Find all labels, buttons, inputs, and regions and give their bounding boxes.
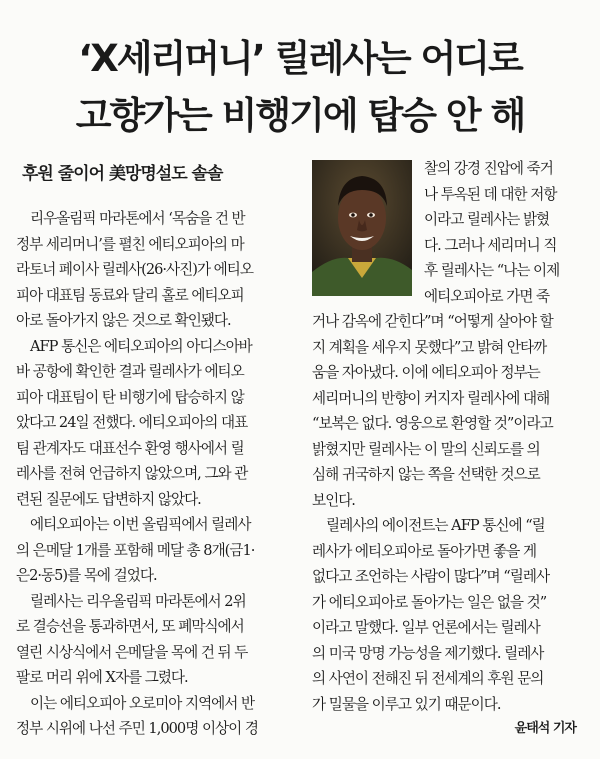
article-line: 레사를 전혀 언급하지 않았으며, 그와 관 [16,465,248,482]
article-line: 보인다. [312,491,355,509]
right-column [312,309,588,717]
article-line: 밝혔지만 릴레사는 이 말의 신뢰도를 의 [312,440,540,458]
article-line: 다. 그러나 세리머니 직 [424,236,557,254]
article-line: 아로 돌아가지 않은 것으로 확인됐다. [16,312,231,329]
article-line: 의 은메달 1개를 포함해 메달 총 8개(금1· [16,541,255,559]
article-line: 의 사연이 전해진 뒤 전세계의 후원 문의 [312,670,544,687]
athlete-photo [312,160,412,296]
article-line: 릴레사의 에이전트는 AFP 통신에 “릴 [326,517,545,534]
article-line: 의 미국 망명 가능성을 제기했다. 릴레사 [312,644,544,662]
article-line: 피아 대표팀이 탄 비행기에 탑승하지 않 [16,388,244,406]
article-line: 가 밀물을 이루고 있기 때문이다. [312,695,501,713]
article-line: “보복은 없다. 영웅으로 환영할 것”이라고 [312,415,553,432]
right-column-top [424,156,586,309]
article-line: 이는 에티오피아 오로미아 지역에서 반 [30,694,255,712]
article-line: 릴레사는 리우올림픽 마라톤에서 2위 [30,592,246,610]
article-line: 로 결승선을 통과하면서, 또 폐막식에서 [16,618,244,635]
article-line: 없다고 조언하는 사람이 많다”며 “릴레사 [312,568,550,585]
article-line: 정부 시위에 나선 주민 1,000명 이상이 경 [16,720,258,737]
article-line: 정부 세리머니’를 펼친 에티오피아의 마 [16,235,244,253]
article-line: 이라고 릴레사는 밝혔 [424,211,550,228]
article-line: 세리머니의 반향이 커지자 릴레사에 대해 [312,389,550,407]
article-line: 리우올림픽 마라톤에서 ‘목숨을 건 반 [30,210,245,227]
headline-line-1: ‘X세리머니’ 릴레사는 어디로 [78,37,522,80]
article-line: 찰의 강경 진압에 죽거 [424,160,553,177]
headline-line-2: 고향가는 비행기에 탑승 안 해 [75,94,525,137]
article-line: 움을 자아냈다. 이에 에티오피아 정부는 [312,364,540,381]
article-line: 열린 시상식에서 은메달을 목에 건 뒤 두 [16,643,248,661]
article-line: AFP 통신은 에티오피아의 아디스아바 [30,337,252,355]
byline: 윤태석 기자 [514,721,576,736]
article-line: 았다고 24일 전했다. 에티오피아의 대표 [16,414,248,431]
article-line: 팔로 머리 위에 X자를 그렸다. [16,669,188,686]
article-line: 거나 감옥에 갇힌다”며 “어떻게 살아야 할 [312,313,553,330]
article-line: 라토너 페이사 릴레사(26·사진)가 에티오 [16,261,253,278]
article-line: 나 투옥된 데 대한 저항 [424,185,557,203]
article-line: 바 공항에 확인한 결과 릴레사가 에티오 [16,363,244,380]
article-line: 에티오피아는 이번 올림픽에서 릴레사 [30,516,251,533]
subtitle: 후원 줄이어 美망명설도 솔솔 [22,164,223,184]
article-line: 가 에티오피아로 돌아가는 일은 없을 것” [312,593,547,611]
article-line: 레사가 에티오피아로 돌아가면 좋을 게 [312,542,537,560]
article-line: 련된 질문에도 답변하지 않았다. [16,490,201,508]
article-line: 팀 관계자도 대표선수 환영 행사에서 릴 [16,439,244,457]
article-line: 피아 대표팀 동료와 달리 홀로 에티오피 [16,286,244,304]
article-line: 이라고 말했다. 일부 언론에서는 릴레사 [312,619,540,636]
article-line: 후 릴레사는 “나는 이제 [424,262,560,279]
article-line: 은2·동5)를 목에 걸었다. [16,567,157,584]
article-line: 에티오피아로 가면 죽 [424,287,550,305]
article-line: 심해 귀국하지 않는 쪽을 선택한 것으로 [312,466,540,483]
article-line: 지 계획을 세우지 못했다”고 밝혀 안타까 [312,338,547,356]
left-column [16,206,292,742]
